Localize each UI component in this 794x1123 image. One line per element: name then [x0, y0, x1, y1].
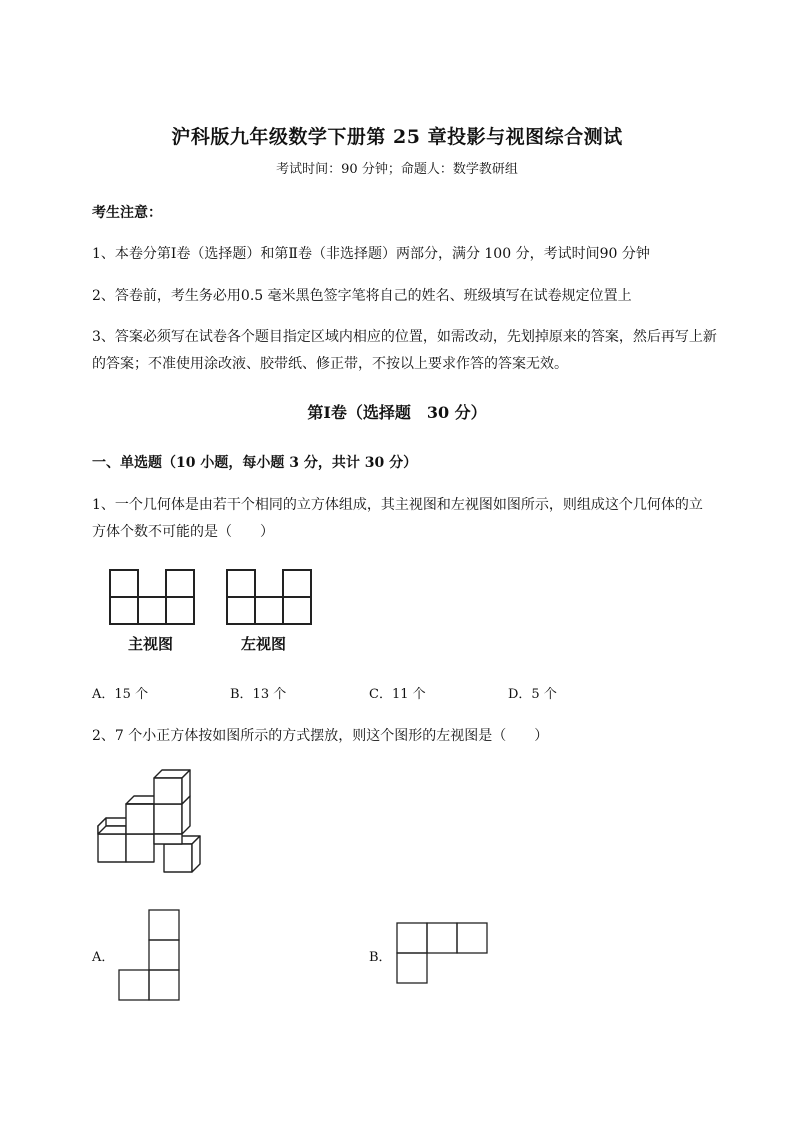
q1-option-d[interactable]: D．5 个: [508, 687, 557, 702]
notice-item-3-cont: 的答案；不准使用涂改液、胶带纸、修正带，不按以上要求作答的答案无效。: [92, 356, 568, 372]
question-2-text: 2、7 个小正方体按如图所示的方式摆放，则这个图形的左视图是（ ）: [92, 728, 549, 744]
exam-info: 考试时间：90 分钟；命题人：数学教研组: [276, 162, 518, 177]
cube-stack-figure: [94, 766, 206, 878]
q1-option-b[interactable]: B．13 个: [230, 687, 287, 702]
q2-option-a-label[interactable]: A．: [92, 950, 115, 965]
left-view-figure: [225, 568, 315, 628]
question-1-text: 1、一个几何体是由若干个相同的立方体组成，其主视图和左视图如图所示，则组成这个几何体的立: [92, 497, 703, 513]
left-view-label: 左视图: [241, 635, 287, 653]
page-title: 沪科版九年级数学下册第 25 章投影与视图综合测试: [171, 126, 623, 148]
front-view-label: 主视图: [128, 635, 174, 653]
notice-item-1: 1、本卷分第Ⅰ卷（选择题）和第Ⅱ卷（非选择题）两部分，满分 100 分，考试时间90 分钟: [92, 246, 650, 262]
question-1-text-cont: 方体个数不可能的是（ ）: [92, 524, 274, 540]
front-view-figure: [108, 568, 198, 628]
part-title: 一、单选题（10 小题，每小题 3 分，共计 30 分）: [92, 455, 418, 471]
q1-option-a[interactable]: A．15 个: [92, 687, 149, 702]
q2-option-b-label[interactable]: B．: [369, 950, 392, 965]
notice-item-3: 3、答案必须写在试卷各个题目指定区域内相应的位置，如需改动，先划掉原来的答案，然后再写上新: [92, 329, 717, 345]
notice-heading: 考生注意：: [92, 205, 162, 221]
q1-option-c[interactable]: C．11 个: [369, 687, 426, 702]
section-title: 第Ⅰ卷（选择题 30 分）: [307, 403, 487, 422]
q2-option-a-figure[interactable]: [118, 908, 182, 1002]
q2-option-b-figure[interactable]: [395, 921, 489, 985]
notice-item-2: 2、答卷前，考生务必用0.5 毫米黑色签字笔将自己的姓名、班级填写在试卷规定位置上: [92, 288, 632, 304]
